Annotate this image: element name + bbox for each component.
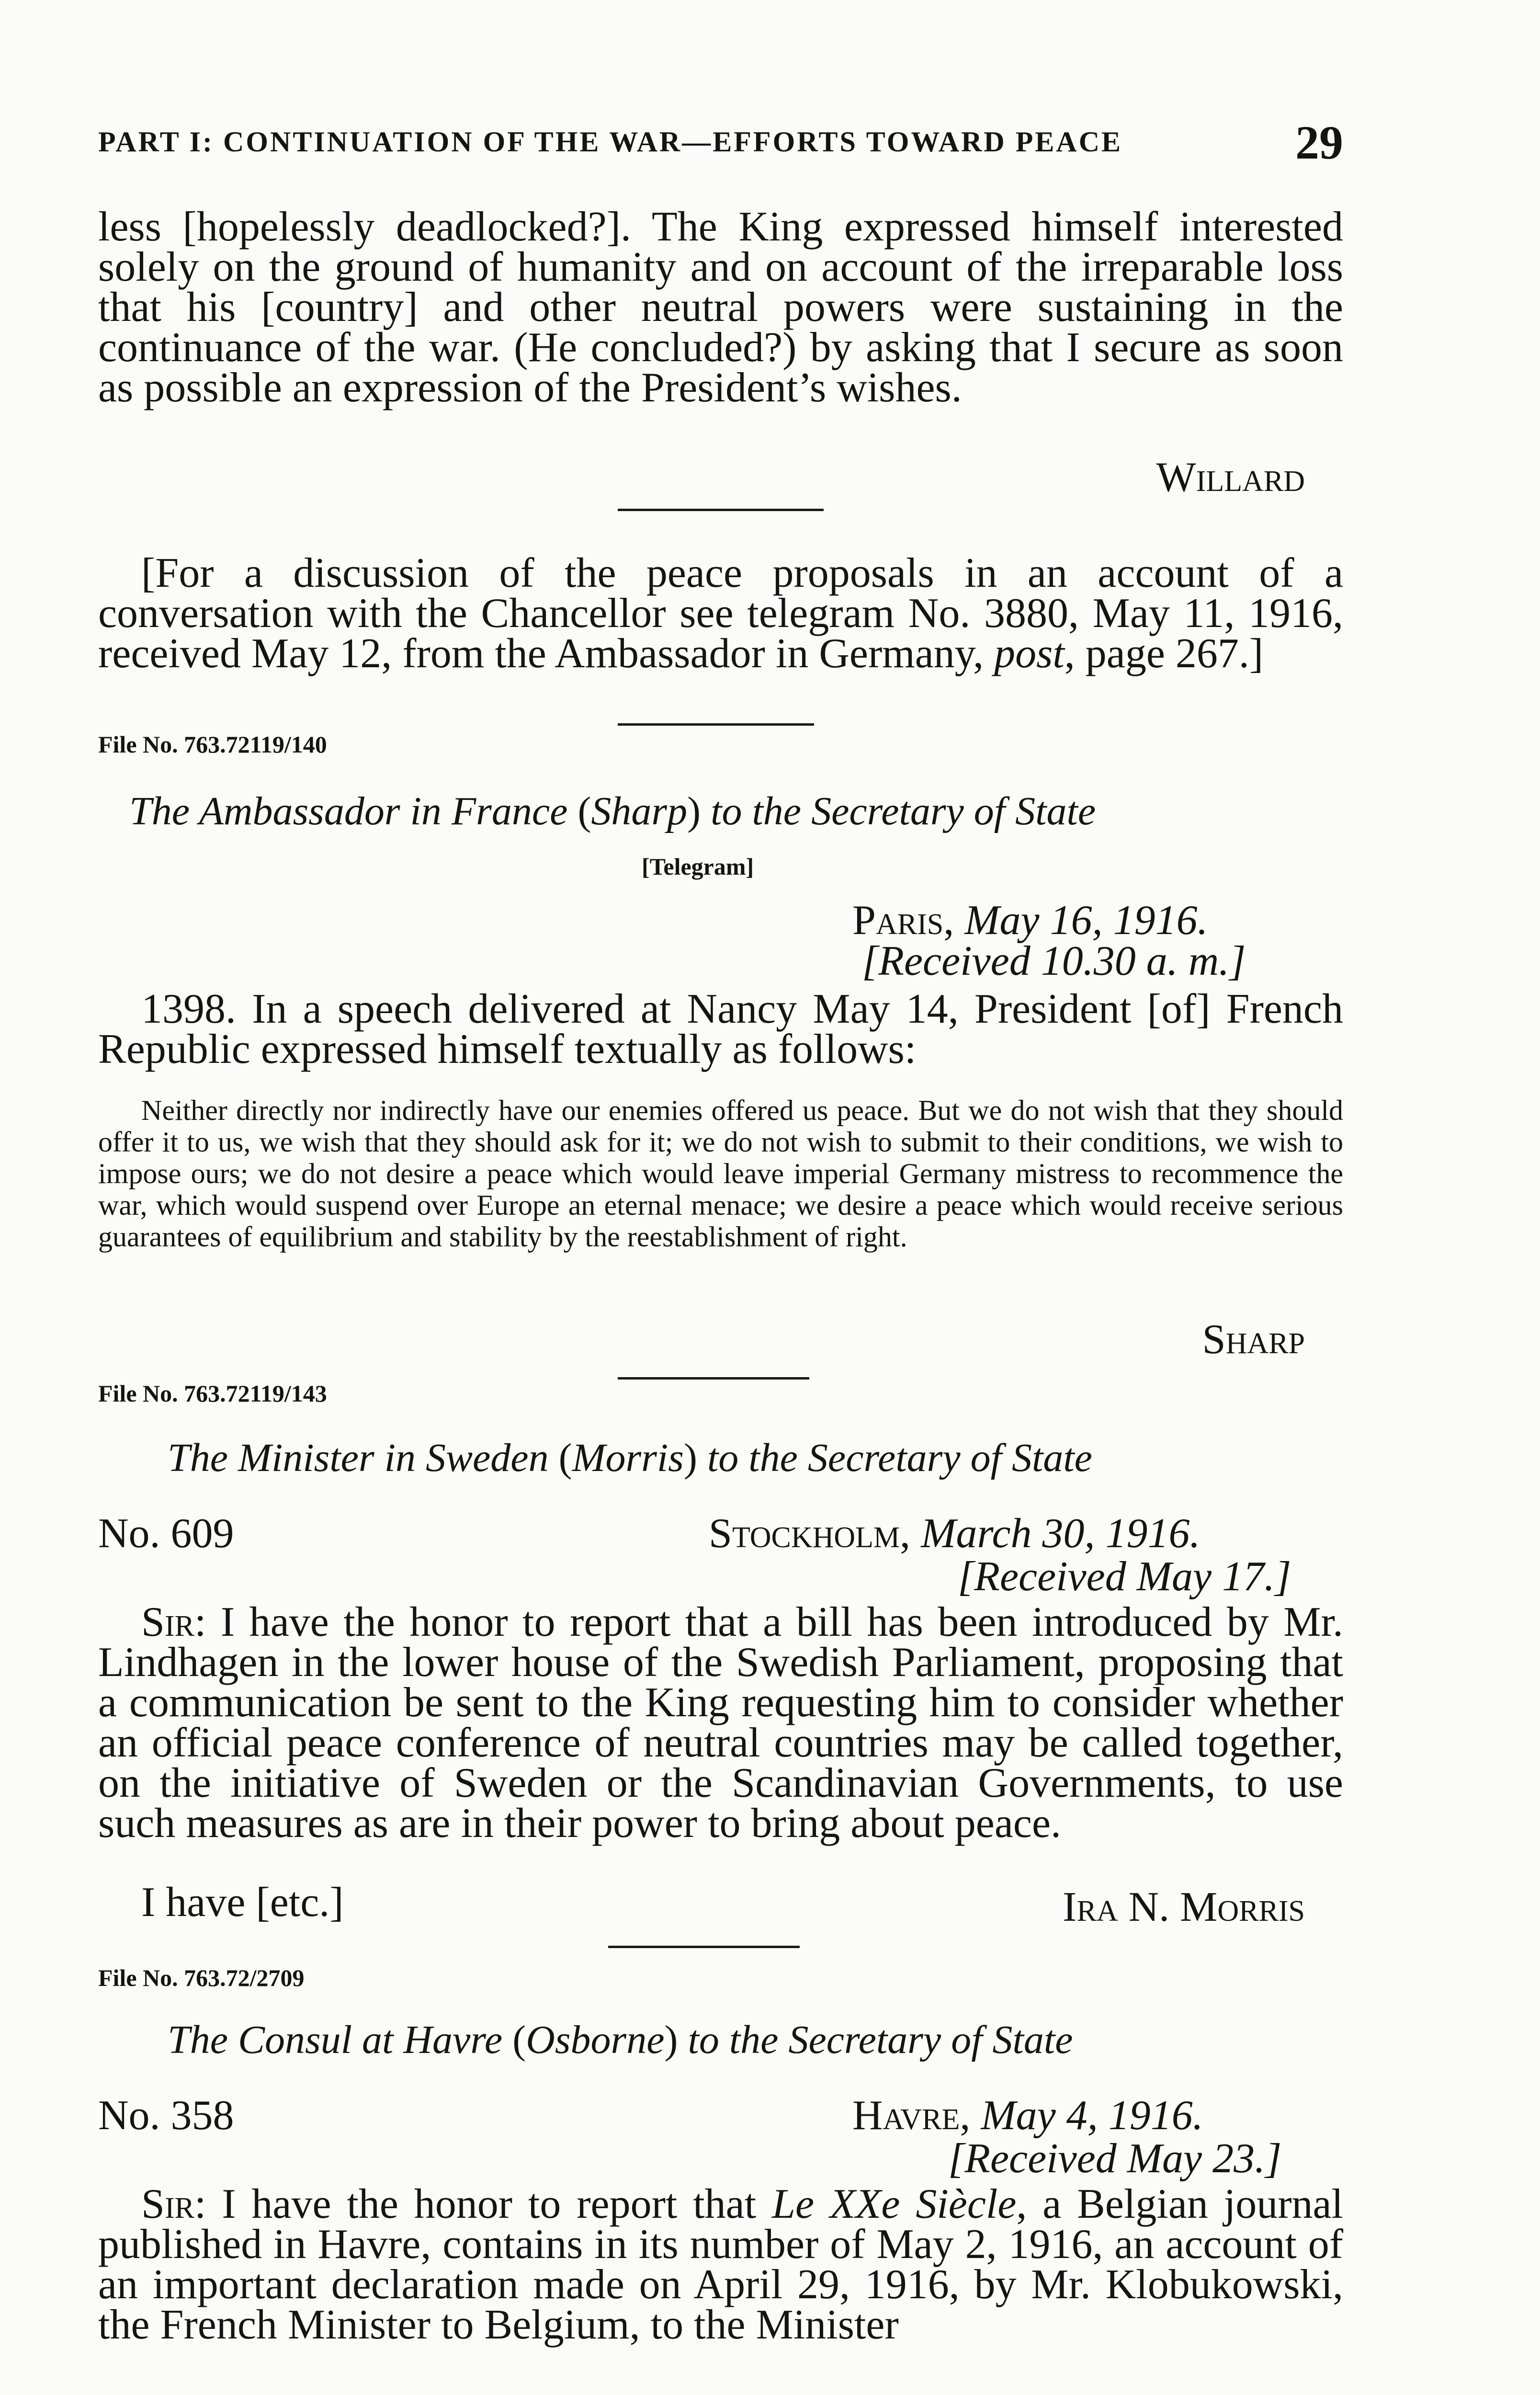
page-number: 29 <box>1295 116 1343 169</box>
title-paren: ) <box>687 789 701 833</box>
file-number: File No. 763.72119/140 <box>98 731 327 758</box>
willard-signature: Willard <box>1156 454 1305 501</box>
telegram-text: 1398. In a speech delivered at Nancy May 14, President [of] French Republic expressed himself textually as follows: <box>98 986 1343 1072</box>
document-number: No. 609 <box>98 1510 234 1557</box>
document-number: No. 358 <box>98 2092 234 2139</box>
salutation: Sir: <box>141 2181 206 2227</box>
running-header <box>98 116 1343 169</box>
received-line: [Received May 17.] <box>958 1553 1291 1600</box>
sharp-signature: Sharp <box>1202 1316 1305 1363</box>
title-paren: ) <box>683 1436 697 1480</box>
salutation: Sir: <box>141 1599 206 1645</box>
running-title: PART I: CONTINUATION OF THE WAR—EFFORTS TOWARD PEACE <box>98 126 1123 158</box>
letter-text-a: I have the honor to report that <box>206 2181 772 2227</box>
separator-rule <box>618 723 814 726</box>
title-text: to the Secretary of State <box>701 789 1096 833</box>
title-text: The Consul at Havre <box>168 2018 513 2062</box>
document-title <box>129 788 1096 834</box>
title-paren: ( <box>578 789 591 833</box>
document-title <box>168 1435 1092 1481</box>
journal-name: Le XXe Siècle <box>772 2181 1017 2227</box>
willard-text: less [hopelessly deadlocked?]. The King expressed himself interested solely on the ground of humanity and on account of the irreparable loss that his [country] and other neutral powers were sustaining in the continuance of the war. (He concluded?) by asking that I secure as soon as possible an expression of the President’s wishes. <box>98 204 1343 411</box>
morris-signature: Ira N. Morris <box>1063 1884 1305 1930</box>
file-number: File No. 763.72119/143 <box>98 1380 327 1407</box>
note-text-a: [For a discussion of the peace proposals in an account of a conversation with the Chancellor see telegram No. 3880, May 11, 1916, received May 12, from the Ambassador in Germany, <box>98 550 1343 677</box>
dateline <box>852 2092 1203 2139</box>
separator-rule <box>618 509 824 511</box>
quoted-speech <box>98 1095 1343 1253</box>
note-text-b: , page 267.] <box>1064 630 1264 677</box>
title-paren: ( <box>512 2018 526 2062</box>
title-text: to the Secretary of State <box>678 2018 1073 2062</box>
letter-text: I have the honor to report that a bill has been introduced by Mr. Lindhagen in the lower house of the Swedish Parliament, proposing that a communication be sent to the King requesting him to consider whether an official peace conference of neutral countries may be called together, on the initiative of Sweden or the Scandinavian Governments, to use such measures as are in their power to bring about peace. <box>98 1599 1343 1847</box>
document-title <box>168 2017 1073 2063</box>
title-text: The Minister in Sweden <box>168 1436 559 1480</box>
file-number: File No. 763.72/2709 <box>98 1964 305 1991</box>
dateline-place: Paris, <box>852 897 954 944</box>
separator-rule <box>618 1377 809 1380</box>
title-text: The Ambassador in France <box>129 789 578 833</box>
received-line: [Received May 23.] <box>948 2135 1282 2182</box>
separator-rule <box>608 1946 800 1948</box>
title-text: to the Secretary of State <box>697 1436 1092 1480</box>
dateline <box>852 897 1208 944</box>
dateline-date: March 30, 1916. <box>921 1510 1200 1557</box>
title-paren: ) <box>664 2018 678 2062</box>
dateline-date: May 4, 1916. <box>981 2092 1203 2139</box>
dateline-date: May 16, 1916. <box>964 897 1208 944</box>
telegram-paragraph <box>98 986 1343 1072</box>
title-paren: ( <box>558 1436 572 1480</box>
willard-paragraph <box>98 204 1343 411</box>
letter-text-b: , a Belgian journal published in Havre, contains in its number of May 2, 1916, an account of an important declaration made on April 29, 1916, by Mr. Klobukowski, the French Minister to Belgium, to the Minister <box>98 2181 1343 2348</box>
quote-text: Neither directly nor indirectly have our enemies offered us peace. But we do not wish that they should offer it to us, we wish that they should ask for it; we do not wish to submit to their conditions, we wish to impose ours; we do not desire a peace which would leave imperial Germany mistress to recommence the war, which would suspend over Europe an eternal menace; we desire a peace which would receive serious guarantees of equilibrium and stability by the reestablishment of right. <box>98 1095 1343 1253</box>
note-post: post <box>994 630 1064 677</box>
title-name: Osborne <box>526 2018 665 2062</box>
letter-paragraph <box>98 2181 1343 2348</box>
title-name: Sharp <box>591 789 688 833</box>
telegram-label: [Telegram] <box>642 853 754 880</box>
editorial-note <box>98 550 1343 677</box>
closing: I have [etc.] <box>141 1879 344 1926</box>
title-name: Morris <box>572 1436 684 1480</box>
dateline-place: Havre, <box>852 2092 971 2139</box>
received-line: [Received 10.30 a. m.] <box>862 938 1246 984</box>
dateline <box>709 1510 1200 1557</box>
dateline-place: Stockholm, <box>709 1510 911 1557</box>
letter-paragraph <box>98 1599 1343 1847</box>
